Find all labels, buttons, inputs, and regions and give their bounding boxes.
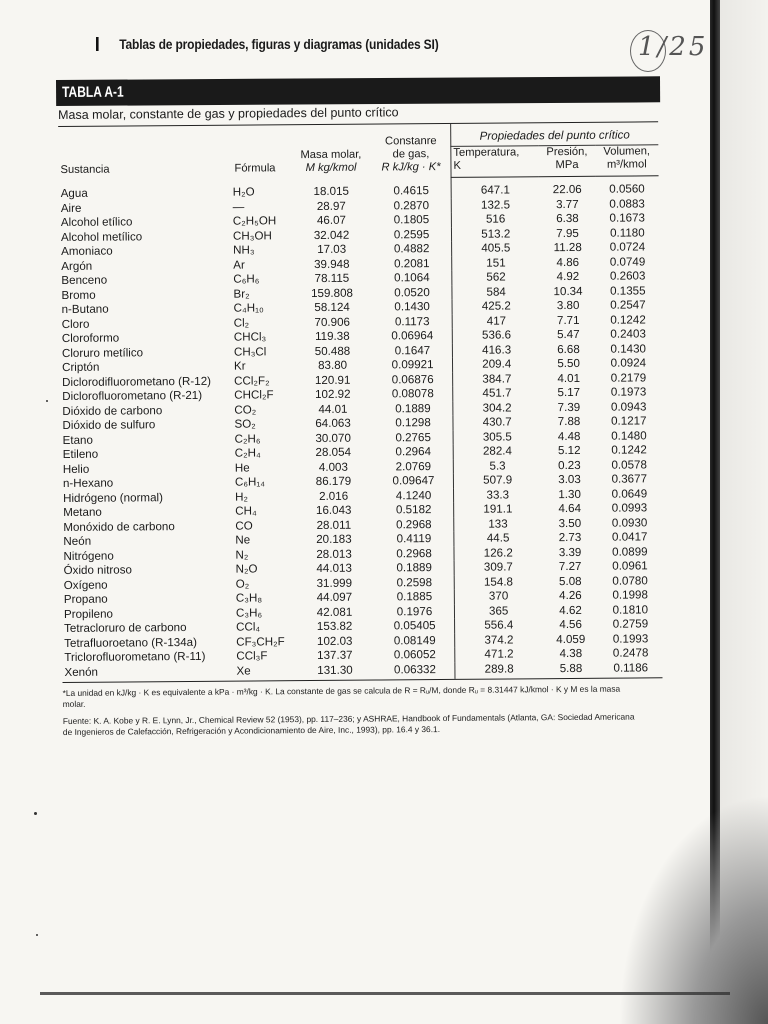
table-body bbox=[59, 176, 663, 683]
cell-temperature: 647.1 bbox=[451, 177, 539, 199]
cell-temperature: 584 bbox=[452, 285, 540, 300]
cell-gas-constant: 0.4119 bbox=[396, 532, 432, 546]
cell-molar-mass: 44.01 bbox=[318, 402, 348, 416]
col-volume: Volumen, m³/kmol bbox=[595, 145, 659, 176]
cell-gas-constant: 0.1064 bbox=[394, 271, 430, 285]
cell-molar-mass: 64.063 bbox=[315, 416, 351, 431]
cell-formula: CO₂ bbox=[234, 403, 257, 417]
cell-substance: Helio bbox=[62, 462, 90, 476]
cell-molar-mass: 4.003 bbox=[318, 460, 348, 474]
cell-gas-constant: 0.1173 bbox=[394, 314, 430, 328]
cell-molar-mass: 86.179 bbox=[315, 474, 352, 489]
cell-gas-constant: 0.1647 bbox=[394, 343, 431, 357]
cell-pressure: 7.71 bbox=[556, 313, 580, 327]
cell-volume: 0.2403 bbox=[610, 327, 646, 341]
cell-molar-mass: 102.92 bbox=[315, 387, 351, 402]
cell-substance: Oxígeno bbox=[63, 578, 108, 592]
cell-temperature: 126.2 bbox=[454, 546, 542, 561]
cell-gas-constant: 0.2964 bbox=[395, 445, 432, 459]
cell-formula: H₂O bbox=[232, 185, 255, 199]
cell-pressure: 7.95 bbox=[556, 226, 579, 240]
cell-volume: 0.0961 bbox=[612, 559, 648, 573]
source-line-1: Fuente: K. A. Kobe y R. E. Lynn, Jr., Chemical Review 52 (1953), pp. 117–236; y ASHRAE, Handbook of Fundamentals (Atlanta, GA: Sociedad Americana bbox=[62, 711, 635, 727]
cell-volume: 0.0417 bbox=[611, 530, 648, 544]
cell-temperature: 451.7 bbox=[453, 386, 541, 401]
cell-volume: 0.0560 bbox=[609, 182, 645, 196]
cell-temperature: 5.3 bbox=[453, 459, 541, 474]
cell-temperature: 365 bbox=[454, 604, 542, 619]
cell-gas-constant: 4.1240 bbox=[395, 488, 432, 502]
cell-temperature: 133 bbox=[454, 517, 542, 532]
cell-pressure: 3.77 bbox=[556, 197, 579, 211]
cell-molar-mass: 28.011 bbox=[316, 518, 352, 532]
cell-volume: 0.2179 bbox=[610, 370, 647, 385]
cell-pressure: 22.06 bbox=[552, 182, 582, 197]
cell-volume: 0.0578 bbox=[611, 457, 647, 472]
cell-temperature: 191.1 bbox=[454, 502, 542, 517]
handwritten-note-text: 1/25 bbox=[638, 32, 709, 62]
cell-pressure: 1.30 bbox=[558, 487, 581, 501]
cell-substance: Nitrógeno bbox=[63, 549, 114, 563]
cell-temperature: 417 bbox=[452, 314, 540, 329]
cell-gas-constant: 0.5182 bbox=[395, 503, 432, 517]
cell-volume: 0.1186 bbox=[599, 661, 662, 678]
cell-volume: 0.0930 bbox=[611, 515, 648, 530]
cell-temperature: 370 bbox=[454, 589, 542, 604]
cell-substance: Etileno bbox=[62, 447, 99, 462]
cell-molar-mass: 44.097 bbox=[316, 590, 353, 605]
cell-volume: 0.1973 bbox=[610, 385, 647, 399]
cell-substance: Alcohol etílico bbox=[60, 215, 133, 230]
cell-substance: Cloro bbox=[61, 317, 90, 331]
cell-temperature: 507.9 bbox=[453, 473, 541, 488]
cell-substance: Alcohol metílico bbox=[60, 229, 143, 244]
cell-pressure: 6.68 bbox=[557, 342, 580, 356]
properties-table bbox=[58, 122, 662, 683]
cell-gas-constant: 0.06876 bbox=[391, 372, 434, 386]
cell-pressure: 4.059 bbox=[556, 632, 586, 646]
cell-volume: 0.0780 bbox=[612, 573, 648, 588]
cell-gas-constant: 0.05405 bbox=[393, 619, 436, 633]
cell-formula: CHCl₂F bbox=[234, 388, 274, 402]
cell-temperature: 430.7 bbox=[453, 415, 541, 430]
cell-gas-constant: 0.2595 bbox=[393, 227, 430, 241]
col-molar-mass: Masa molar, M kg/kmol bbox=[300, 148, 362, 174]
cell-substance: Óxido nitroso bbox=[63, 563, 132, 578]
running-head-bar bbox=[96, 37, 99, 51]
cell-volume: 0.2759 bbox=[612, 617, 649, 631]
cell-temperature: 309.7 bbox=[454, 560, 542, 575]
cell-volume: 0.1242 bbox=[611, 443, 647, 457]
cell-molar-mass: 31.999 bbox=[316, 576, 353, 590]
cell-pressure: 2.73 bbox=[558, 530, 582, 545]
cell-formula: C₆H₁₄ bbox=[234, 475, 266, 489]
cell-pressure: 4.48 bbox=[557, 429, 581, 443]
cell-formula: He bbox=[234, 461, 250, 475]
cell-volume: 0.0943 bbox=[610, 399, 647, 414]
col-gas-constant: Constanre de gas, R kJ/kg · K* bbox=[381, 134, 441, 174]
cell-volume: 0.0649 bbox=[611, 486, 648, 501]
cell-gas-constant: 0.1885 bbox=[396, 590, 433, 604]
cell-gas-constant: 0.0520 bbox=[394, 285, 430, 299]
cell-gas-constant: 0.1298 bbox=[395, 416, 431, 430]
cell-formula: CH₃Cl bbox=[233, 344, 267, 359]
cell-volume: 0.0883 bbox=[609, 196, 645, 211]
cell-molar-mass: 119.38 bbox=[315, 329, 350, 344]
cell-temperature: 304.2 bbox=[453, 401, 541, 416]
cell-molar-mass: 58.124 bbox=[314, 300, 350, 315]
cell-temperature: 289.8 bbox=[455, 662, 543, 680]
cell-substance: Neón bbox=[63, 534, 92, 549]
cell-substance: Tetrafluoroetano (R-134a) bbox=[64, 635, 198, 650]
cell-gas-constant: 0.06052 bbox=[393, 648, 436, 662]
cell-substance: Diclorofluorometano (R-21) bbox=[62, 388, 203, 404]
cell-formula: C₂H₅OH bbox=[232, 214, 277, 228]
cell-formula: NH₃ bbox=[233, 243, 255, 257]
cell-molar-mass: 18.015 bbox=[313, 184, 349, 198]
cell-gas-constant: 0.2968 bbox=[396, 517, 432, 531]
cell-formula: O₂ bbox=[235, 577, 250, 591]
cell-volume: 0.2603 bbox=[609, 269, 646, 283]
cell-molar-mass: 50.488 bbox=[314, 344, 351, 358]
table-label: TABLA A-1 bbox=[62, 83, 124, 101]
cell-substance: Diclorodifluorometano (R-12) bbox=[62, 374, 212, 389]
cell-formula: C₃H₈ bbox=[235, 591, 263, 605]
cell-temperature: 44.5 bbox=[454, 531, 542, 546]
cell-substance: Benceno bbox=[61, 273, 108, 288]
source-line-2: de Ingenieros de Calefacción, Refrigeración y Acondicionamiento de Aire, Inc., 1993), pp. 16.4 y 36.1. bbox=[62, 724, 441, 738]
cell-gas-constant: 0.08078 bbox=[391, 387, 434, 401]
col-group-critical: Propiedades del punto crítico bbox=[451, 122, 659, 146]
cell-substance: Agua bbox=[60, 186, 88, 200]
cell-pressure: 4.38 bbox=[559, 646, 583, 661]
cell-volume: 0.0724 bbox=[609, 240, 646, 254]
cell-molar-mass: 20.183 bbox=[316, 532, 352, 547]
cell-molar-mass: 28.97 bbox=[316, 199, 346, 213]
cell-substance: Dióxido de carbono bbox=[62, 403, 163, 418]
cell-volume: 0.0924 bbox=[610, 356, 647, 370]
footnote bbox=[63, 683, 663, 710]
cell-pressure: 3.50 bbox=[558, 516, 582, 530]
cell-substance: Xenón bbox=[62, 664, 236, 682]
cell-temperature: 416.3 bbox=[452, 343, 540, 358]
cell-gas-constant: 0.2968 bbox=[396, 546, 432, 560]
cell-molar-mass: 16.043 bbox=[315, 503, 352, 518]
cell-substance: Triclorofluorometano (R-11) bbox=[64, 649, 206, 665]
cell-pressure: 5.12 bbox=[557, 443, 581, 458]
cell-gas-constant: 0.2081 bbox=[393, 256, 430, 270]
cell-gas-constant: 0.2870 bbox=[393, 198, 430, 212]
cell-substance: Criptón bbox=[61, 360, 100, 375]
cell-formula: CCl₄ bbox=[236, 620, 261, 634]
cell-gas-constant: 0.06964 bbox=[391, 329, 434, 343]
cell-molar-mass: 2.016 bbox=[319, 489, 349, 503]
cell-pressure: 4.62 bbox=[559, 603, 582, 617]
cell-temperature: 562 bbox=[452, 270, 540, 285]
cell-pressure: 5.17 bbox=[557, 385, 581, 400]
cell-temperature: 33.3 bbox=[454, 488, 542, 503]
cell-pressure: 4.01 bbox=[557, 371, 581, 385]
cell-pressure: 4.92 bbox=[556, 269, 580, 284]
cell-volume: 0.2478 bbox=[612, 646, 649, 660]
col-substance: Sustancia bbox=[60, 163, 110, 176]
cell-volume: 0.1998 bbox=[612, 588, 648, 602]
cell-gas-constant: 0.1430 bbox=[394, 300, 430, 314]
cell-pressure: 7.88 bbox=[557, 414, 581, 429]
cell-formula: Xe bbox=[236, 664, 294, 681]
cell-molar-mass: 39.948 bbox=[313, 257, 350, 271]
col-pressure: Presión, MPa bbox=[539, 146, 595, 177]
cell-temperature: 132.5 bbox=[451, 198, 539, 213]
cell-volume: 0.1673 bbox=[609, 211, 646, 225]
cell-pressure: 3.39 bbox=[558, 545, 582, 559]
cell-substance: Metano bbox=[63, 505, 102, 520]
cell-formula: N₂O bbox=[235, 562, 258, 576]
cell-formula: CH₄ bbox=[235, 504, 257, 518]
source-note bbox=[63, 711, 663, 738]
cell-gas-constant: 0.09921 bbox=[391, 358, 434, 372]
cell-pressure: 7.27 bbox=[558, 559, 582, 574]
col-temperature: Temperatura, K bbox=[451, 146, 539, 177]
cell-pressure: 5.50 bbox=[557, 356, 580, 371]
cell-volume: 0.0899 bbox=[612, 544, 648, 559]
cell-gas-constant: 0.2765 bbox=[395, 430, 431, 444]
cell-molar-mass: 32.042 bbox=[313, 228, 350, 242]
cell-formula: CF₃CH₂F bbox=[236, 634, 285, 649]
cell-formula: N₂ bbox=[235, 548, 249, 562]
footnote-line-1: *La unidad en kJ/kg · K es equivalente a kPa · m³/kg · K. La constante de gas se calcula de R = Rᵤ/M, donde Rᵤ = 8.31447 kJ/kmol · K y M es la masa bbox=[62, 683, 621, 699]
cell-molar-mass: 137.37 bbox=[317, 648, 353, 663]
cell-volume: 0.1180 bbox=[609, 225, 645, 240]
cell-formula: C₃H₆ bbox=[235, 605, 263, 620]
cell-formula: C₆H₆ bbox=[233, 272, 260, 286]
cell-pressure: 7.39 bbox=[557, 400, 581, 414]
bottom-scan-rule bbox=[40, 992, 730, 995]
cell-volume: 0.2547 bbox=[610, 298, 646, 312]
cell-formula: — bbox=[232, 200, 245, 214]
cell-pressure: 5.08 bbox=[558, 574, 582, 588]
cell-volume: 0.1242 bbox=[610, 312, 646, 327]
cell-temperature: 556.4 bbox=[455, 618, 543, 633]
cell-substance: Argón bbox=[61, 259, 93, 273]
cell-formula: H₂ bbox=[235, 490, 248, 504]
cell-molar-mass: 28.013 bbox=[316, 547, 352, 561]
cell-gas-constant: 0.1889 bbox=[396, 561, 432, 575]
cell-gas-constant: 0.2598 bbox=[396, 575, 433, 589]
cell-temperature: 536.6 bbox=[452, 328, 540, 343]
cell-molar-mass: 78.115 bbox=[314, 271, 350, 286]
cell-pressure: 10.34 bbox=[553, 284, 583, 298]
cell-molar-mass: 28.054 bbox=[315, 445, 352, 460]
cell-molar-mass: 46.07 bbox=[316, 213, 347, 228]
cell-pressure: 4.64 bbox=[558, 501, 582, 516]
cell-volume: 0.1217 bbox=[611, 414, 647, 428]
cell-molar-mass: 131.30 bbox=[294, 663, 375, 681]
cell-volume: 0.1993 bbox=[612, 631, 649, 646]
cell-substance: Amoniaco bbox=[61, 244, 113, 259]
cell-pressure: 0.23 bbox=[558, 458, 581, 472]
cell-gas-constant: 0.06332 bbox=[375, 662, 455, 680]
cell-pressure: 3.80 bbox=[556, 298, 580, 313]
cell-temperature: 305.5 bbox=[453, 430, 541, 445]
cell-volume: 0.1480 bbox=[611, 428, 647, 443]
cell-volume: 0.1355 bbox=[610, 283, 646, 298]
cell-substance: Tetracloruro de carbono bbox=[64, 621, 187, 636]
scan-speck bbox=[34, 812, 37, 815]
cell-gas-constant: 0.1889 bbox=[395, 401, 431, 415]
cell-molar-mass: 17.03 bbox=[317, 242, 347, 257]
cell-pressure: 5.88 bbox=[543, 661, 599, 678]
cell-formula: Cl₂ bbox=[233, 316, 250, 330]
cell-temperature: 471.2 bbox=[455, 647, 543, 662]
cell-formula: CO bbox=[235, 519, 253, 533]
cell-substance: n-Hexano bbox=[62, 476, 114, 491]
cell-gas-constant: 0.4882 bbox=[393, 242, 430, 256]
cell-pressure: 4.56 bbox=[559, 617, 582, 632]
cell-gas-constant: 0.1976 bbox=[396, 604, 433, 618]
cell-temperature: 282.4 bbox=[453, 444, 541, 459]
cell-substance: Cloruro metílico bbox=[61, 345, 144, 360]
cell-molar-mass: 153.82 bbox=[316, 619, 353, 634]
cell-molar-mass: 102.03 bbox=[316, 634, 353, 648]
cell-substance: Monóxido de carbono bbox=[63, 519, 175, 534]
cell-molar-mass: 44.013 bbox=[316, 561, 352, 576]
scan-speck bbox=[46, 400, 48, 402]
cell-temperature: 516 bbox=[451, 212, 539, 227]
cell-pressure: 4.86 bbox=[556, 255, 580, 269]
cell-formula: CCl₃F bbox=[236, 649, 268, 663]
cell-formula: Ar bbox=[233, 258, 245, 272]
scan-speck bbox=[36, 934, 38, 936]
cell-substance: Bromo bbox=[61, 288, 96, 302]
cell-formula: CH₃OH bbox=[232, 228, 272, 243]
cell-pressure: 11.28 bbox=[553, 240, 582, 255]
cell-volume: 0.0993 bbox=[611, 501, 648, 515]
cell-substance: Etano bbox=[62, 433, 93, 447]
cell-formula: Br₂ bbox=[233, 287, 250, 301]
cell-molar-mass: 120.91 bbox=[314, 373, 351, 387]
cell-molar-mass: 83.80 bbox=[318, 358, 348, 373]
cell-temperature: 374.2 bbox=[455, 633, 543, 648]
table-block bbox=[58, 103, 663, 738]
cell-formula: CCl₂F₂ bbox=[234, 373, 270, 388]
cell-substance: Propileno bbox=[63, 607, 114, 621]
cell-pressure: 6.38 bbox=[556, 211, 579, 226]
cell-gas-constant: 0.4615 bbox=[393, 183, 429, 198]
cell-substance: Cloroformo bbox=[61, 331, 120, 346]
cell-pressure: 3.03 bbox=[558, 472, 581, 487]
cell-formula: C₂H₄ bbox=[234, 446, 261, 460]
cell-formula: Kr bbox=[233, 359, 246, 373]
cell-formula: C₂H₆ bbox=[234, 431, 261, 446]
cell-substance: Propano bbox=[63, 592, 108, 607]
cell-substance: n-Butano bbox=[61, 302, 109, 317]
col-formula: Fórmula bbox=[234, 161, 276, 175]
cell-molar-mass: 30.070 bbox=[315, 431, 351, 445]
cell-volume: 0.1810 bbox=[612, 602, 649, 617]
cell-volume: 0.0749 bbox=[609, 254, 646, 269]
cell-formula: C₄H₁₀ bbox=[233, 301, 264, 315]
cell-substance: Dióxido de sulfuro bbox=[62, 418, 156, 433]
cell-temperature: 209.4 bbox=[452, 357, 540, 372]
cell-gas-constant: 2.0769 bbox=[395, 459, 432, 473]
cell-temperature: 425.2 bbox=[452, 299, 540, 314]
cell-formula: CHCl₃ bbox=[233, 330, 267, 344]
cell-formula: Ne bbox=[235, 533, 251, 547]
cell-gas-constant: 0.1805 bbox=[393, 213, 430, 227]
cell-molar-mass: 70.906 bbox=[314, 315, 351, 329]
running-head-text: Tablas de propiedades, figuras y diagramas (unidades SI) bbox=[119, 36, 439, 52]
cell-volume: 0.3677 bbox=[611, 472, 648, 486]
cell-formula: SO₂ bbox=[234, 417, 256, 431]
table-label-band bbox=[56, 76, 660, 106]
cell-pressure: 5.47 bbox=[557, 327, 580, 342]
cell-gas-constant: 0.09647 bbox=[392, 474, 435, 488]
cell-molar-mass: 42.081 bbox=[316, 605, 353, 619]
cell-temperature: 384.7 bbox=[453, 372, 541, 387]
cell-molar-mass: 159.808 bbox=[311, 286, 354, 300]
cell-gas-constant: 0.08149 bbox=[393, 633, 436, 647]
cell-temperature: 405.5 bbox=[452, 241, 540, 256]
cell-substance: Hidrógeno (normal) bbox=[63, 490, 164, 505]
table-caption: Masa molar, constante de gas y propiedades del punto crítico bbox=[58, 103, 658, 127]
running-head bbox=[96, 36, 439, 52]
cell-pressure: 4.26 bbox=[559, 588, 582, 603]
cell-temperature: 513.2 bbox=[451, 227, 539, 242]
cell-substance: Aire bbox=[60, 201, 82, 215]
scan-corner-shadow bbox=[618, 794, 768, 1024]
cell-temperature: 151 bbox=[452, 256, 540, 271]
footnote-line-2: molar. bbox=[62, 698, 86, 710]
cell-volume: 0.1430 bbox=[610, 341, 647, 356]
handwritten-note bbox=[618, 26, 728, 76]
cell-temperature: 154.8 bbox=[454, 575, 542, 590]
